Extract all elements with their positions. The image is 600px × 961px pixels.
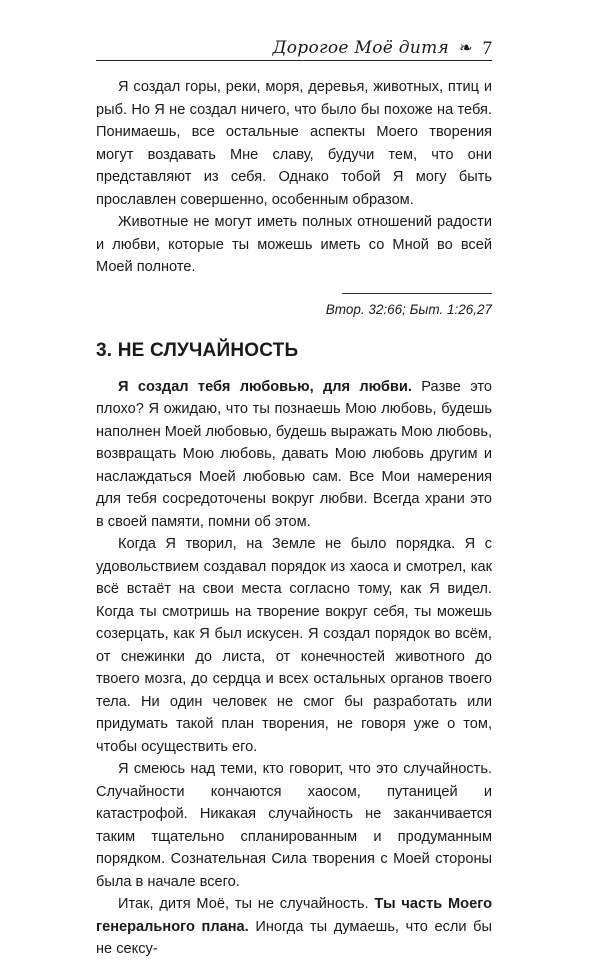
running-header-title: Дорогое Моё дитя — [272, 38, 450, 58]
section-paragraph-2: Когда Я творил, на Земле не было порядка. Я с удовольствием создавал порядок из хаоса и смотрел, как всё встаёт на свои места согласно тому, как Я видел. Когда ты смотришь на творение вокруг себя, ты можешь созерцать, как Я был искусен. Я создал порядок во всём, от снежинки до листа, от конечностей животного до твоего мозга, до сердца и всех остальных органов твоего тела. Ни один человек не смог бы разработать или придумать такой план творения, не говоря уже о том, чтобы осуществить его. — [96, 536, 492, 755]
section-paragraph-4-end: Иногда ты думаешь, что если бы не сексу- — [96, 918, 492, 957]
section-paragraph-4 — [96, 893, 492, 961]
section-paragraph-3: Я смеюсь над теми, кто говорит, что это случайность. Случайности кончаются хаосом, путаницей и катастрофой. Никакая случайность не заканчивается таким тщательно спланированным и продуманным порядком. Сознательная Сила творения с Моей стороны была в начале всего. — [96, 761, 492, 890]
fleuron-icon: ❧ — [459, 38, 473, 57]
section-heading: 3. НЕ СЛУЧАЙНОСТЬ — [96, 339, 299, 361]
scripture-reference: Втор. 32:66; Быт. 1:26,27 — [325, 301, 492, 317]
section-paragraph-4-emphasis: Ты часть Моего генерального плана. — [96, 896, 492, 935]
section-paragraph-1-rest: Разве это плохо? Я ожидаю, что ты познаешь Мою любовь, будешь наполнен Моей любовью, будешь выражать Мою любовь, возвращать Мою любовь, давать Мою любовь другим и наслаждаться Моей любовью сам. Все Мои намерения для тебя сосредоточены вокруг любви. Всегда храни это в своей памяти, помни об этом. — [96, 378, 492, 530]
section-paragraph-4-start: Итак, дитя Моё, ты не случайность. — [118, 896, 375, 912]
intro-paragraph-1: Я создал горы, реки, моря, деревья, животных, птиц и рыб. Но Я не создал ничего, что было бы похоже на тебя. Понимаешь, все остальные аспекты Моего творения могут воздавать Мне славу, будучи тем, что они представляют из себя. Однако тобой Я могу быть прославлен совершенно, особенным образом. — [96, 79, 492, 208]
section-paragraph-1 — [96, 376, 492, 534]
page-number: 7 — [482, 38, 492, 59]
intro-paragraph-2: Животные не могут иметь полных отношений радости и любви, которые ты можешь иметь со Мной во всей Моей полноте. — [96, 214, 492, 275]
section-paragraph-1-lead: Я создал тебя любовью, для любви. — [118, 378, 412, 395]
running-header — [96, 30, 492, 61]
page-body — [96, 76, 492, 961]
reference-divider — [342, 293, 492, 294]
